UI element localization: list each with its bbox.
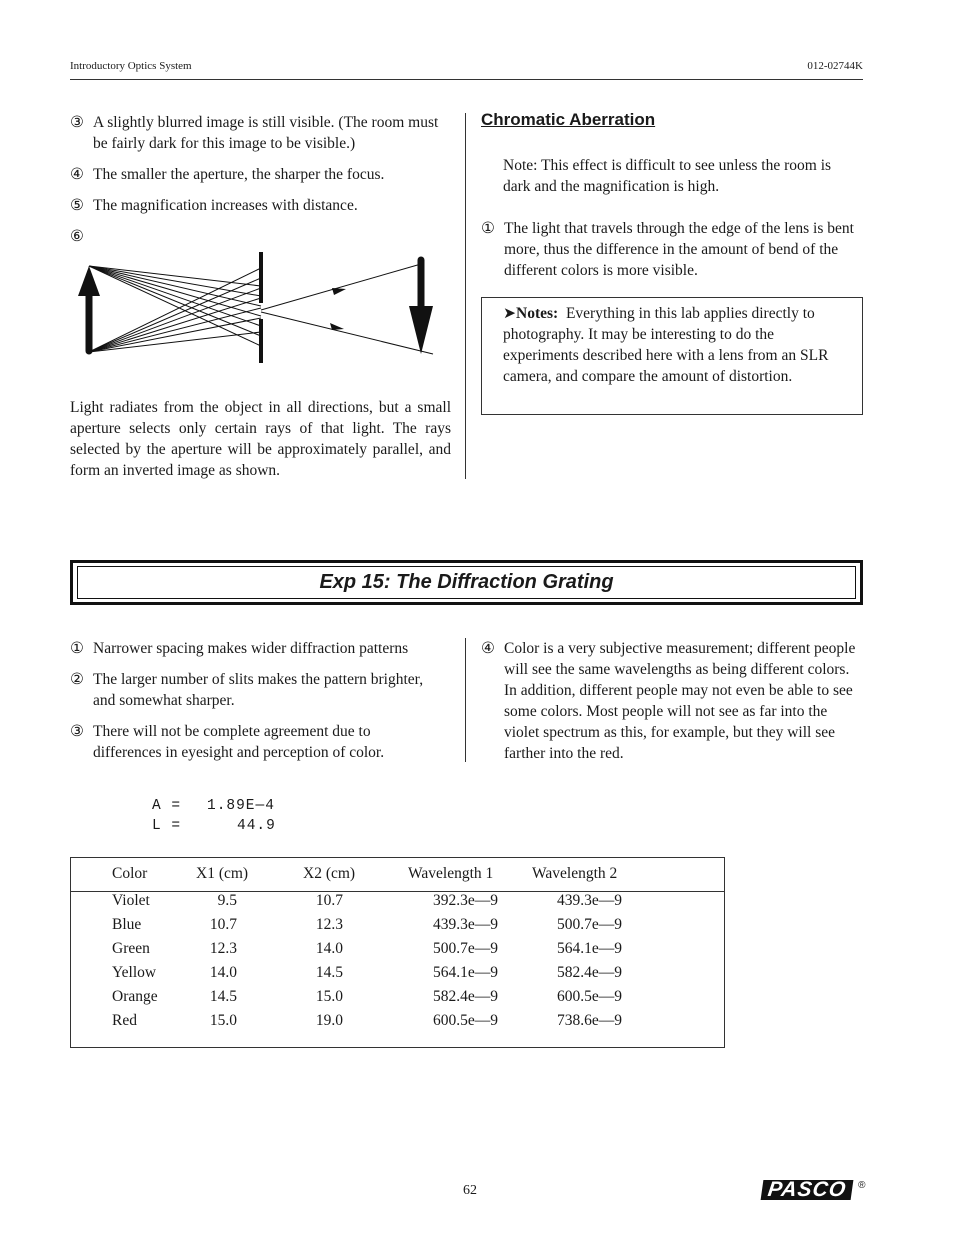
table-cell: 439.3e—9 xyxy=(433,916,499,933)
table-cell: 582.4e—9 xyxy=(433,988,499,1005)
table-cell: 12.3 xyxy=(315,916,343,933)
item-number: ⑥ xyxy=(70,228,84,245)
item-number: ① xyxy=(70,640,84,657)
item-number: ① xyxy=(481,220,495,237)
section-title: Chromatic Aberration xyxy=(481,110,656,129)
item-text: Narrower spacing makes wider diffraction patterns xyxy=(93,640,409,657)
table-cell: Blue xyxy=(112,916,142,933)
item-text: The larger number of slits makes the pattern brighter, and somewhat sharper. xyxy=(93,671,424,709)
table-cell: 500.7e—9 xyxy=(433,940,499,957)
arrow-icon: ➤ xyxy=(503,305,516,322)
table-cell: 9.5 xyxy=(217,892,237,909)
table-cell: 15.0 xyxy=(315,988,343,1005)
table-cell: 564.1e—9 xyxy=(433,964,499,981)
notes-label: Notes: xyxy=(516,305,559,322)
constant-value: 44.9 xyxy=(237,818,276,834)
item-number: ② xyxy=(70,671,84,688)
table-cell: 392.3e—9 xyxy=(433,892,499,909)
table-header-cell: Wavelength 2 xyxy=(532,865,618,882)
table-cell: 10.7 xyxy=(209,916,237,933)
pasco-logo-text: PASCO xyxy=(761,1180,854,1200)
table-cell: Violet xyxy=(112,892,150,909)
item-text: A slightly blurred image is still visible. (The room must be fairly dark for this image to be visible.) xyxy=(93,114,439,152)
ray-arrowhead xyxy=(332,288,346,295)
table-cell: 439.3e—9 xyxy=(557,892,623,909)
item-text: The smaller the aperture, the sharper the focus. xyxy=(93,166,385,183)
item-text: The magnification increases with distance. xyxy=(93,197,358,214)
table-cell: 600.5e—9 xyxy=(433,1012,499,1029)
table-cell: 15.0 xyxy=(209,1012,237,1029)
table-header-cell: X1 (cm) xyxy=(196,865,249,882)
note-text: Note: This effect is difficult to see unless the room is dark and the magnification is high. xyxy=(503,157,832,195)
table-cell: 14.5 xyxy=(315,964,343,981)
constant-label: A = xyxy=(152,798,182,814)
wavelength-table xyxy=(70,857,725,1048)
running-header-title: Introductory Optics System xyxy=(70,60,192,72)
constant-label: L = xyxy=(152,818,182,834)
list-item xyxy=(70,669,430,711)
table-cell: 564.1e—9 xyxy=(557,940,623,957)
item-text: The light that travels through the edge of the lens is bent more, thus the difference in the amount of bend of the different colors is more visible. xyxy=(504,220,854,279)
table-cell: 738.6e—9 xyxy=(557,1012,623,1029)
experiment-banner xyxy=(70,560,863,605)
list-item xyxy=(70,638,450,659)
experiment-title: Exp 15: The Diffraction Grating xyxy=(319,571,614,593)
page-number: 62 xyxy=(463,1183,477,1198)
notes-box xyxy=(481,297,863,415)
list-item xyxy=(70,164,445,185)
aperture-explanation: Light radiates from the object in all directions, but a small aperture selects only certain rays of that light. The rays selected by the aperture will be approximately parallel, and form an inverted image as shown. xyxy=(70,399,451,479)
column-divider xyxy=(465,638,466,762)
item-number: ③ xyxy=(70,114,84,131)
list-item xyxy=(481,638,861,764)
item-number: ③ xyxy=(70,723,84,740)
item-number: ④ xyxy=(70,166,84,183)
aperture-diagram xyxy=(70,248,450,368)
table-header-cell: X2 (cm) xyxy=(303,865,356,882)
table-header-cell: Color xyxy=(112,865,148,882)
notes-text: Everything in this lab applies directly to photography. It may be interesting to do the experiments described here with a lens from an SLR camera, and compare the amount of distortion. xyxy=(503,305,829,385)
table-cell: Orange xyxy=(112,988,158,1005)
constant-value: 1.89E—4 xyxy=(207,798,275,814)
table-cell: 500.7e—9 xyxy=(557,916,623,933)
column-divider xyxy=(465,113,466,479)
table-cell: 14.0 xyxy=(315,940,343,957)
list-item xyxy=(70,195,445,216)
item-number: ⑤ xyxy=(70,197,84,214)
table-cell: 600.5e—9 xyxy=(557,988,623,1005)
item-text: Color is a very subjective measurement; different people will see the same wavelengths as being different colors. In addition, different people may not even be able to see some colors. Most people will not see as far into the violet spectrum as this, for example, but they will see farther into the red. xyxy=(504,640,856,762)
header-rule xyxy=(70,79,863,80)
list-item xyxy=(481,218,863,281)
image-arrow-head xyxy=(409,306,433,354)
table-cell: Green xyxy=(112,940,150,957)
document-number: 012-02744K xyxy=(807,60,863,72)
table-cell: 12.3 xyxy=(209,940,237,957)
list-item xyxy=(70,721,440,763)
registered-mark: ® xyxy=(858,1180,866,1191)
object-arrow-head xyxy=(78,266,100,296)
table-cell: Red xyxy=(112,1012,137,1029)
ray-arrowhead xyxy=(330,323,344,330)
table-cell: 19.0 xyxy=(315,1012,343,1029)
table-cell: 582.4e—9 xyxy=(557,964,623,981)
item-text: There will not be complete agreement due to differences in eyesight and perception of color. xyxy=(93,723,385,761)
pasco-logo xyxy=(762,1180,866,1201)
table-header-rule xyxy=(71,891,724,892)
table-cell: Yellow xyxy=(112,964,157,981)
table-cell: 14.0 xyxy=(209,964,237,981)
list-item xyxy=(70,112,445,154)
table-header-cell: Wavelength 1 xyxy=(408,865,494,882)
item-number: ④ xyxy=(481,640,495,657)
table-cell: 14.5 xyxy=(209,988,237,1005)
table-cell: 10.7 xyxy=(315,892,343,909)
